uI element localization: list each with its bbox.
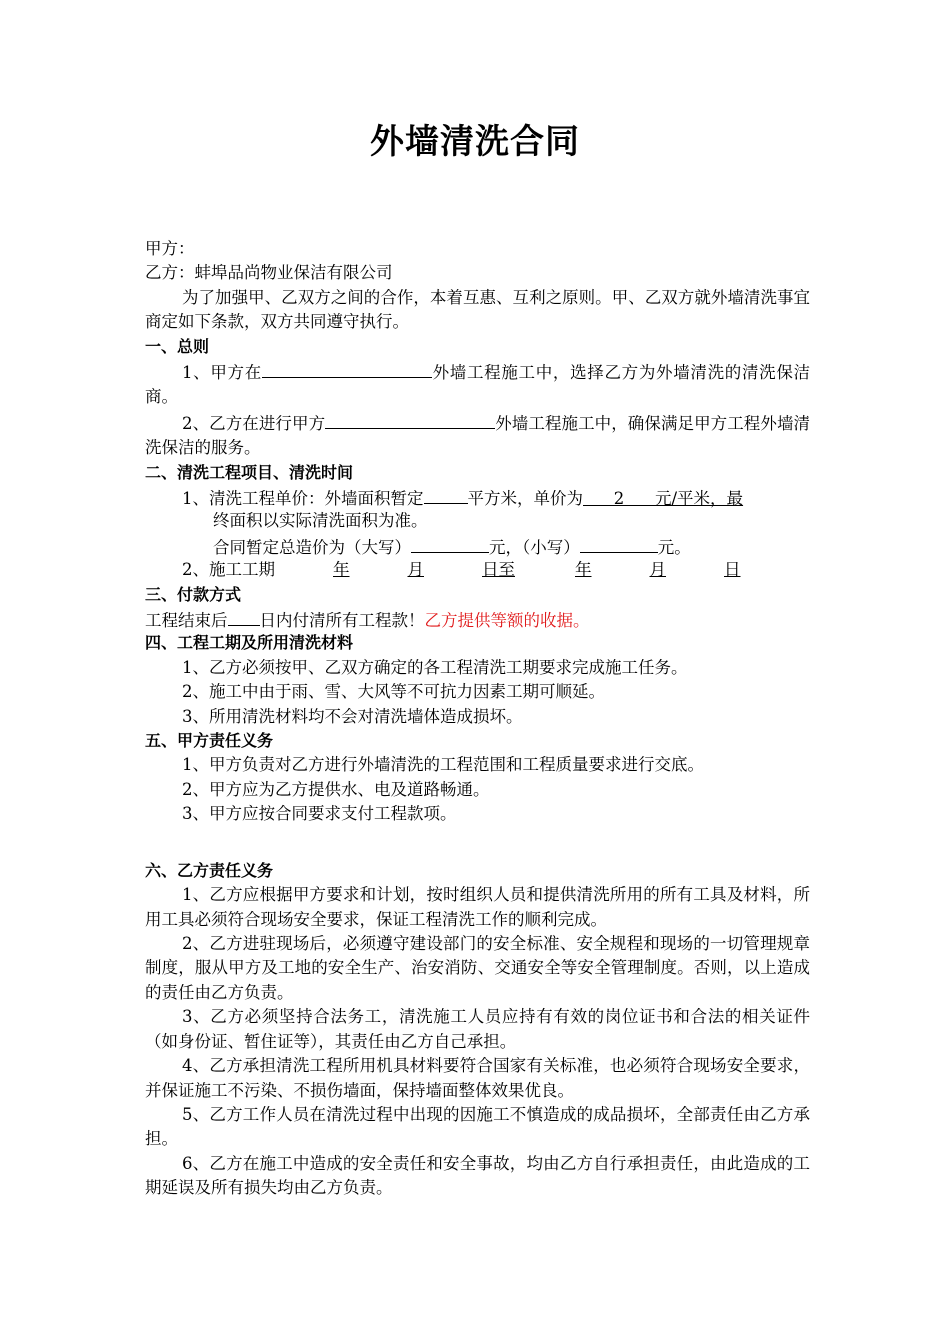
payment-days-blank[interactable] bbox=[228, 607, 260, 626]
section-5-item: 2、甲方应为乙方提供水、电及道路畅通。 bbox=[182, 779, 490, 799]
project-name-blank[interactable] bbox=[262, 359, 432, 378]
s2-item1-text-c: 元/平米，最 bbox=[655, 489, 744, 508]
section-6-item: 4、乙方承担清洗工程所用机具材料要符合国家有关标准，也必须符合现场安全要求，并保证施工不污染、不损伤墙面，保持墙面整体效果优良。 bbox=[145, 1056, 810, 1100]
area-blank[interactable] bbox=[424, 485, 468, 504]
section-6-item: 1、乙方应根据甲方要求和计划，按时组织人员和提供清洗所用的所有工具及材料，所用工具必须符合现场安全要求，保证工程清洗工作的顺利完成。 bbox=[145, 885, 810, 929]
total-text-c: 元。 bbox=[657, 537, 691, 557]
s2-item2-text: 2、施工工期 bbox=[182, 560, 275, 580]
section-2-heading: 二、清洗工程项目、清洗时间 bbox=[145, 462, 354, 482]
s1-item1-text-b: 外墙工程施工中，选择乙方为外墙清洗的清洗保洁商。 bbox=[145, 362, 811, 407]
payment-text-a: 工程结束后 bbox=[145, 610, 228, 630]
section-6-item: 6、乙方在施工中造成的安全责任和安全事故，均由乙方自行承担责任，由此造成的工期延误及所有损失均由乙方负责。 bbox=[145, 1153, 810, 1198]
receipt-note: 乙方提供等额的收据。 bbox=[424, 610, 590, 630]
s1-item1-text-a: 1、甲方在 bbox=[182, 362, 262, 382]
section-6-heading: 六、乙方责任义务 bbox=[145, 860, 274, 880]
section-1-item-1 bbox=[145, 359, 810, 410]
section-2-item-1-cont: 终面积以实际清洗面积为准。 bbox=[213, 511, 428, 531]
party-b-line: 乙方：蚌埠品尚物业保洁有限公司 bbox=[145, 263, 393, 283]
section-4-item: 2、施工中由于雨、雪、大风等不可抗力因素工期可顺延。 bbox=[182, 682, 605, 702]
end-year-label: 年 bbox=[575, 560, 592, 580]
end-month-label: 月 bbox=[649, 560, 666, 580]
total-uppercase-blank[interactable] bbox=[411, 534, 489, 553]
total-lowercase-blank[interactable] bbox=[580, 534, 658, 553]
section-1-heading: 一、总则 bbox=[145, 336, 210, 356]
s2-item1-text-a: 1、清洗工程单价：外墙面积暂定 bbox=[182, 489, 424, 508]
section-4-heading: 四、工程工期及所用清洗材料 bbox=[145, 633, 354, 653]
section-4-item: 1、乙方必须按甲、乙双方确定的各工程清洗工期要求完成施工任务。 bbox=[182, 657, 688, 677]
s1-item2-text-b: 外墙工程施工中，确保满足甲方工程外墙清洗保洁的服务。 bbox=[145, 413, 811, 458]
section-3-heading: 三、付款方式 bbox=[145, 584, 242, 604]
section-6-item: 2、乙方进驻现场后，必须遵守建设部门的安全标准、安全规程和现场的一切管理规章制度，服从甲方及工地的安全生产、治安消防、交通安全等安全管理制度。否则，以上造成的责任由乙方负责。 bbox=[145, 934, 810, 1002]
contract-body bbox=[145, 237, 810, 1201]
section-2-item-2 bbox=[145, 558, 810, 582]
total-price-line bbox=[145, 534, 810, 558]
start-month-label: 月 bbox=[407, 560, 424, 580]
payment-text-b: 日内付清所有工程款！ bbox=[259, 610, 425, 630]
end-day-label: 日 bbox=[724, 560, 741, 580]
section-6-item: 5、乙方工作人员在清洗过程中出现的因施工不慎造成的成品损坏，全部责任由乙方承担。 bbox=[145, 1104, 810, 1149]
section-4-item: 3、所用清洗材料均不会对清洗墙体造成损坏。 bbox=[182, 706, 523, 726]
project-name-blank-2[interactable] bbox=[325, 410, 495, 429]
total-text-b: 元，（小写） bbox=[489, 537, 580, 557]
unit-price-field[interactable]: 2 bbox=[583, 487, 655, 506]
section-5-heading: 五、甲方责任义务 bbox=[145, 730, 274, 750]
document-title: 外墙清洗合同 bbox=[370, 122, 580, 162]
payment-line bbox=[145, 607, 810, 631]
party-a-line: 甲方： bbox=[145, 239, 195, 258]
blank-line bbox=[145, 826, 810, 850]
s2-item1-text-b: 平方米，单价为 bbox=[467, 489, 583, 508]
schedule-dates[interactable] bbox=[275, 560, 751, 579]
section-1-item-2 bbox=[145, 410, 810, 461]
start-day-label: 日至 bbox=[482, 560, 515, 580]
section-6-item: 3、乙方必须坚持合法务工，清洗施工人员应持有有效的岗位证书和合法的相关证件（如身份证、暂住证等），其责任由乙方自己承担。 bbox=[145, 1007, 810, 1051]
section-2-item-1 bbox=[145, 485, 810, 509]
total-text-a: 合同暂定总造价为（大写） bbox=[213, 537, 411, 557]
intro-paragraph: 为了加强甲、乙双方之间的合作，本着互惠、互利之原则。甲、乙双方就外墙清洗事宜商定如下条款，双方共同遵守执行。 bbox=[145, 287, 810, 332]
section-5-item: 1、甲方负责对乙方进行外墙清洗的工程范围和工程质量要求进行交底。 bbox=[182, 755, 704, 775]
s1-item2-text-a: 2、乙方在进行甲方 bbox=[182, 413, 326, 433]
start-year-label: 年 bbox=[333, 560, 350, 580]
section-5-item: 3、甲方应按合同要求支付工程款项。 bbox=[182, 804, 457, 824]
